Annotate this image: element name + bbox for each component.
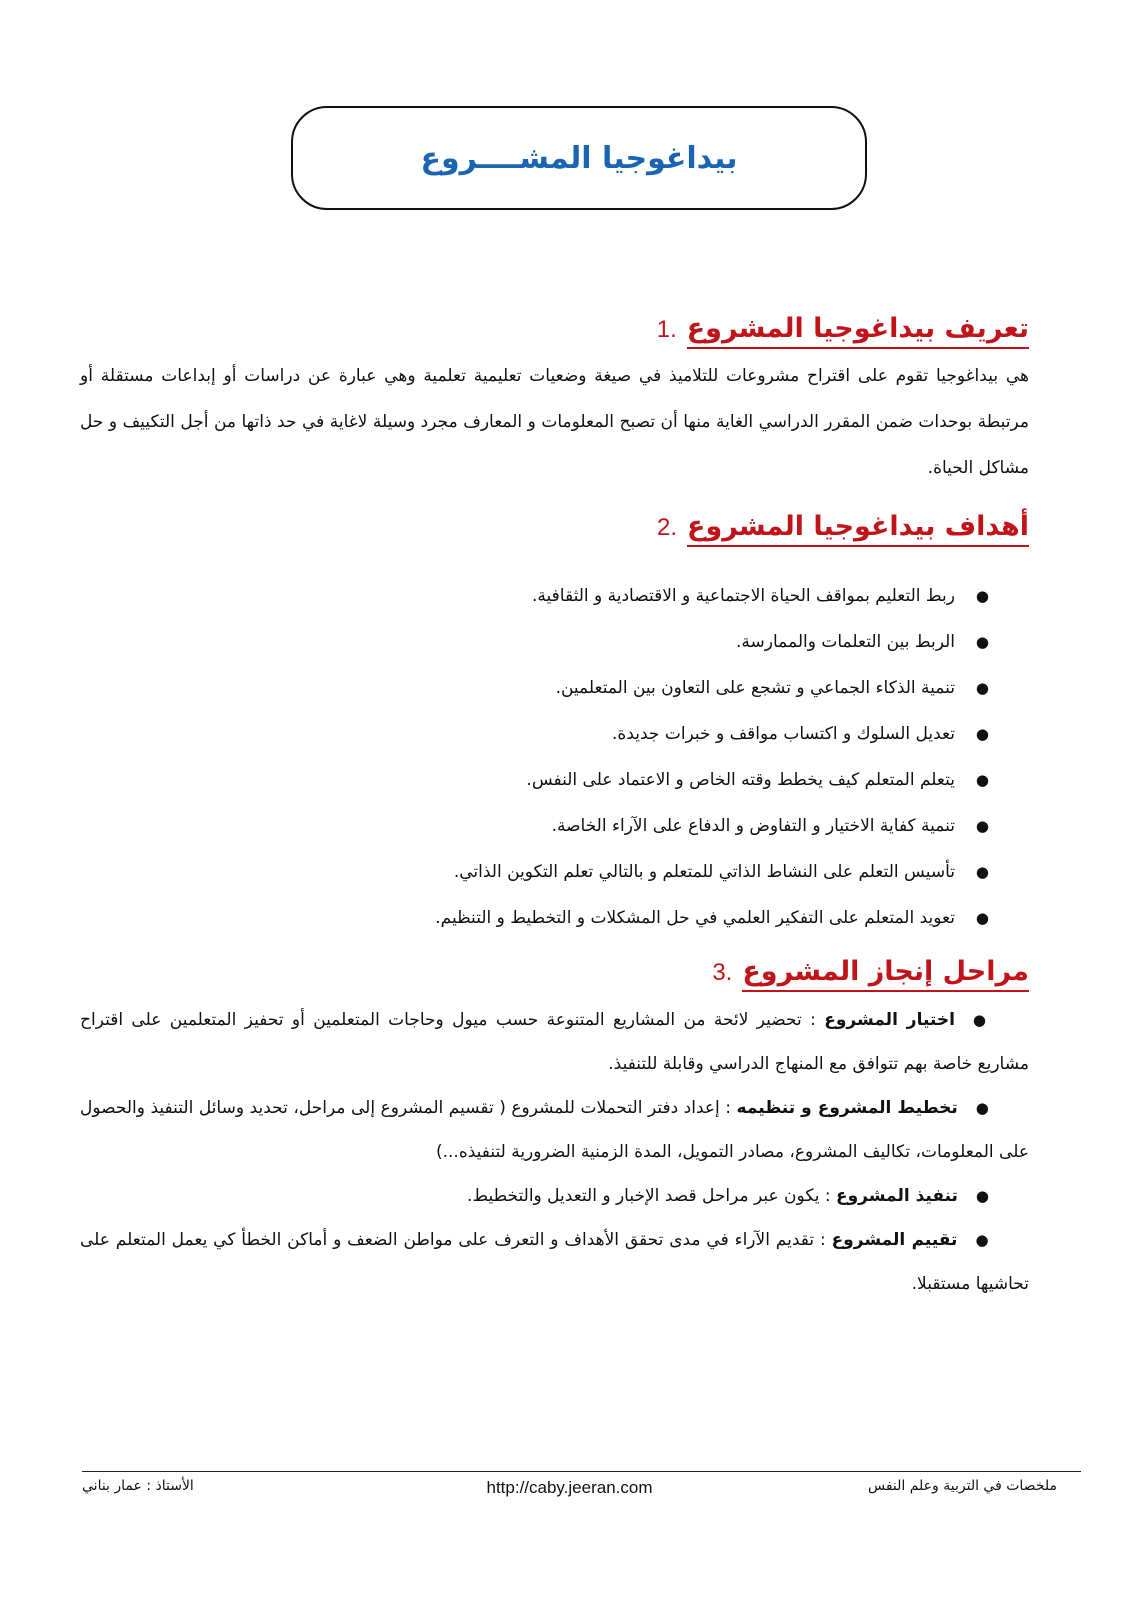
stage-term: اختيار المشروع (824, 1009, 955, 1030)
bullet-icon: ● (975, 1230, 989, 1249)
list-item-text: يتعلم المتعلم كيف يخطط وقته الخاص و الاعتماد على النفس. (526, 769, 955, 790)
bullet-icon: ● (975, 632, 989, 651)
list-item (80, 573, 1029, 619)
list-item (80, 665, 1029, 711)
bullet-icon: ● (972, 1010, 989, 1029)
stage-separator: : (801, 1009, 825, 1030)
definition-paragraph: هي بيداغوجيا تقوم على اقتراح مشروعات للتلاميذ في صيغة وضعيات تعليمية تعلمية وهي عبارة عن دراسات أو إبداعات مستقلة أو مرتبطة بوحدات ضمن المقرر الدراسي الغاية منها أن تصبح المعلومات و المعارف مجرد وسيلة لاغاية في حد ذاتها من أجل التكييف و حل مشاكل الحياة. (80, 365, 1029, 478)
list-item (80, 1218, 1029, 1306)
list-item (80, 803, 1029, 849)
section-heading-text: تعريف بيداغوجيا المشروع (687, 312, 1029, 349)
bullet-icon: ● (975, 908, 989, 927)
section-definition (80, 312, 1029, 491)
list-item (80, 998, 1029, 1086)
bullet-icon: ● (975, 770, 989, 789)
stage-separator: : (719, 1097, 737, 1118)
goals-list (80, 573, 1029, 941)
stage-term: تخطيط المشروع و تنظيمه (736, 1097, 958, 1118)
bullet-icon: ● (975, 1186, 989, 1205)
list-item-text: تنمية الذكاء الجماعي و تشجع على التعاون بين المتعلمين. (555, 677, 955, 698)
page-title: بيداغوجيا المشــــروع (420, 140, 738, 176)
list-item-text: ربط التعليم بمواقف الحياة الاجتماعية و الاقتصادية و الثقافية. (532, 585, 955, 606)
section-heading-text: مراحل إنجاز المشروع (742, 955, 1029, 992)
list-item (80, 895, 1029, 941)
section-number: .3 (712, 959, 733, 986)
section-stages (80, 955, 1029, 1306)
bullet-icon: ● (975, 586, 989, 605)
bullet-icon: ● (975, 816, 989, 835)
list-item-text: تعويد المتعلم على التفكير العلمي في حل المشكلات و التخطيط و التنظيم. (435, 907, 955, 928)
stages-list (80, 998, 1029, 1306)
stage-text: تحضير لائحة من المشاريع المتنوعة حسب ميول وحاجات المتعلمين أو تحفيز المتعلمين على اقتراح مشاريع خاصة بهم تتوافق مع المنهاج الدراسي وقابلة للتنفيذ. (80, 1009, 1029, 1074)
list-item-text: تعديل السلوك و اكتساب مواقف و خبرات جديدة. (612, 723, 955, 744)
title-box (291, 106, 867, 210)
section-number: .2 (656, 514, 678, 541)
bullet-icon: ● (975, 1098, 989, 1117)
footer-series-title: ملخصات في التربية وعلم النفس (867, 1478, 1057, 1494)
stage-term: تقييم المشروع (831, 1229, 958, 1250)
footer-url: http://caby.jeeran.com (486, 1478, 653, 1497)
list-item-text: الربط بين التعلمات والممارسة. (736, 631, 955, 652)
section-number: .1 (656, 316, 677, 343)
section-heading (80, 312, 1029, 349)
section-heading (80, 955, 1029, 992)
bullet-icon: ● (975, 724, 989, 743)
list-item (80, 711, 1029, 757)
list-item (80, 1174, 1029, 1218)
stage-separator: : (814, 1229, 832, 1250)
list-item (80, 757, 1029, 803)
list-item-text: تأسيس التعلم على النشاط الذاتي للمتعلم و بالتالي تعلم التكوين الذاتي. (453, 861, 955, 882)
section-heading (80, 510, 1029, 547)
footer-author: الأستاذ : عمار بناني (82, 1478, 194, 1494)
stage-separator: : (819, 1185, 836, 1206)
stage-text: إعداد دفتر التحملات للمشروع ( تقسيم المشروع إلى مراحل، تحديد وسائل التنفيذ والحصول على المعلومات، تكاليف المشروع، مصادر التمويل، المدة الزمنية الضرورية لتنفيذه...) (80, 1097, 1029, 1162)
list-item-text: تنمية كفاية الاختيار و التفاوض و الدفاع على الآراء الخاصة. (551, 815, 955, 836)
bullet-icon: ● (975, 862, 989, 881)
stage-text: تقديم الآراء في مدى تحقق الأهداف و التعرف على مواطن الضعف و أماكن الخطأ كي يعمل المتعلم على تحاشيها مستقبلا. (80, 1229, 1029, 1294)
list-item (80, 619, 1029, 665)
stage-term: تنفيذ المشروع (836, 1185, 958, 1206)
list-item (80, 1086, 1029, 1174)
footer-divider (82, 1471, 1081, 1472)
section-heading-text: أهداف بيداغوجيا المشروع (687, 510, 1029, 547)
bullet-icon: ● (975, 678, 989, 697)
page-footer (82, 1478, 1057, 1502)
stage-text: يكون عبر مراحل قصد الإخبار و التعديل والتخطيط. (466, 1185, 820, 1206)
section-goals (80, 510, 1029, 941)
list-item (80, 849, 1029, 895)
